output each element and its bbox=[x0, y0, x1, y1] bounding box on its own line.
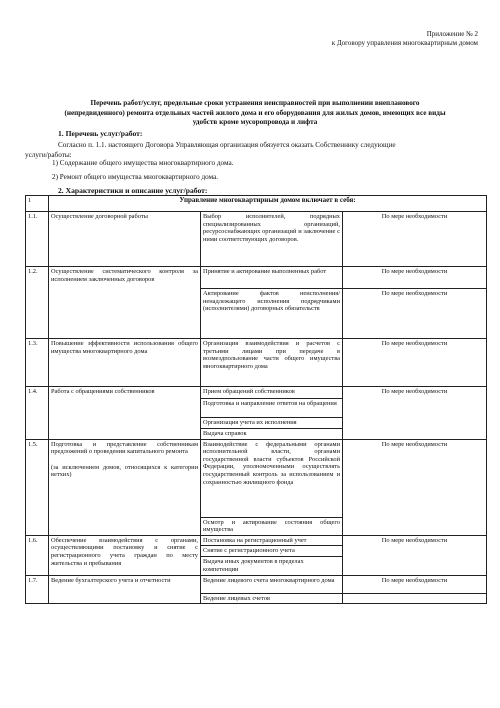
row-frequency: По мере необходимости bbox=[343, 267, 487, 289]
service-item-1: 1) Содержание общего имущества многоквартирного дома. bbox=[52, 159, 234, 167]
row-number: 1.7. bbox=[26, 575, 49, 604]
title-line-1: Перечень работ/услуг, предельные сроки устранения неисправностей при выполнении внепланового bbox=[90, 99, 420, 107]
title-line-3: удобств кроме мусоропровода и лифта bbox=[192, 118, 318, 126]
header-number: 1 bbox=[26, 196, 49, 212]
row-service-name: Работа с обращениями собственников bbox=[49, 387, 201, 440]
row-work-item: Постановка на регистрационный учет bbox=[201, 535, 343, 546]
row-work-item: Организация учета их исполнения bbox=[201, 418, 343, 429]
section-1-intro-line-2: услуги/работы: bbox=[25, 151, 72, 159]
table-row bbox=[26, 339, 487, 387]
row-frequency: По мере необходимости bbox=[343, 212, 487, 267]
row-service-name-note: (за исключением домов, относящихся к категории ветхих) bbox=[51, 463, 198, 479]
row-work-item: Подготовка и направление ответов на обращения bbox=[201, 399, 343, 418]
row-number: 1.4. bbox=[26, 387, 49, 440]
table-row bbox=[26, 267, 487, 289]
row-frequency: По мере необходимости bbox=[343, 439, 487, 535]
row-work-item: Осмотр и актирование состояния общего имущества bbox=[201, 517, 343, 535]
row-number: 1.3. bbox=[26, 339, 49, 387]
row-work-item: Снятие с регистрационного учета bbox=[201, 546, 343, 557]
row-work-item: Ведение лицевого счета многоквартирного дома bbox=[201, 575, 343, 593]
row-work-item: Взаимодействие с федеральными органами исполнительной власти, органами государственной власти субъектов Российской Федерации, уполномоченными осуществлять государственный контроль за использованием и сохранностью жилищного фонда bbox=[201, 439, 343, 517]
row-work-item: Организация взаимодействия и расчетов с третьими лицами при передаче в возмездпользование части общего имущества многоквартирного дома bbox=[201, 339, 343, 387]
row-work-item: Прием обращений собственников bbox=[201, 387, 343, 399]
table-header-row bbox=[26, 196, 487, 212]
row-work-item: Выдача иных документов в пределах компетенции bbox=[201, 557, 343, 575]
row-frequency: По мере необходимости bbox=[343, 535, 487, 575]
row-frequency: По мере необходимости bbox=[343, 339, 487, 387]
row-number: 1.1. bbox=[26, 212, 49, 267]
row-work-item: Ведение лицевых счетов bbox=[201, 593, 343, 604]
row-frequency: По мере необходимости bbox=[343, 575, 487, 593]
row-number: 1.5. bbox=[26, 439, 49, 535]
row-work-item: Актирование фактов неисполнения/ненадлежащего исполнения подрядчиками (исполнителями) договорных обязательств bbox=[201, 289, 343, 339]
row-number: 1.6. bbox=[26, 535, 49, 575]
appendix-number: Приложение № 2 bbox=[426, 30, 478, 38]
row-work-item: Выбор исполнителей, подрядных специализированных организаций, ресурсоснабжающих организаций и заключение с ними соответствующих договоров. bbox=[201, 212, 343, 267]
table-row bbox=[26, 535, 487, 546]
row-work-item: Выдача справок bbox=[201, 429, 343, 440]
table-row bbox=[26, 212, 487, 267]
row-service-name: Осуществление договорной работы bbox=[49, 212, 201, 267]
section-1-heading: 1. Перечень услуг/работ: bbox=[58, 129, 143, 138]
row-frequency: По мере необходимости bbox=[343, 387, 487, 440]
services-table bbox=[25, 195, 487, 604]
table-row bbox=[26, 575, 487, 593]
section-2-heading: 2. Характеристики и описание услуг/работ: bbox=[58, 186, 208, 195]
row-service-name: Обеспечение взаимодействия с органами, осуществляющими постановку и снятие с регистрационного учета граждан по месту жительства и пребывания bbox=[49, 535, 201, 575]
service-item-2: 2) Ремонт общего имущества многоквартирного дома. bbox=[52, 173, 219, 181]
title-line-2: (непредвиденного) ремонта отдельных частей жилого дома и его оборудования для жилых домов, имеющих все виды bbox=[64, 108, 446, 117]
row-service-name-main: Подготовка и представление собственникам предложений о проведении капитального ремонта bbox=[51, 440, 198, 456]
table-row bbox=[26, 387, 487, 399]
row-frequency-empty bbox=[343, 593, 487, 604]
appendix-header bbox=[332, 30, 478, 48]
row-service-name bbox=[49, 439, 201, 535]
row-service-name: Осуществление систематического контроля за исполнением заключенных договоров bbox=[49, 267, 201, 339]
row-frequency: По мере необходимости bbox=[343, 289, 487, 339]
section-1-intro-line-1: Согласно п. 1.1. настоящего Договора Управляющая организация обязуется оказать Собственнику следующие bbox=[58, 141, 396, 149]
document-title bbox=[40, 99, 470, 128]
header-title: Управление многоквартирным домом включает в себя: bbox=[49, 196, 487, 212]
table-row bbox=[26, 439, 487, 517]
row-service-name: Ведение бухгалтерского учета и отчетности bbox=[49, 575, 201, 604]
row-service-name: Повышение эффективности использования общего имущества многоквартирного дома bbox=[49, 339, 201, 387]
row-number: 1.2. bbox=[26, 267, 49, 339]
row-work-item: Принятие и актирование выполненных работ bbox=[201, 267, 343, 289]
appendix-reference: к Договору управления многоквартирным домом bbox=[331, 39, 478, 47]
